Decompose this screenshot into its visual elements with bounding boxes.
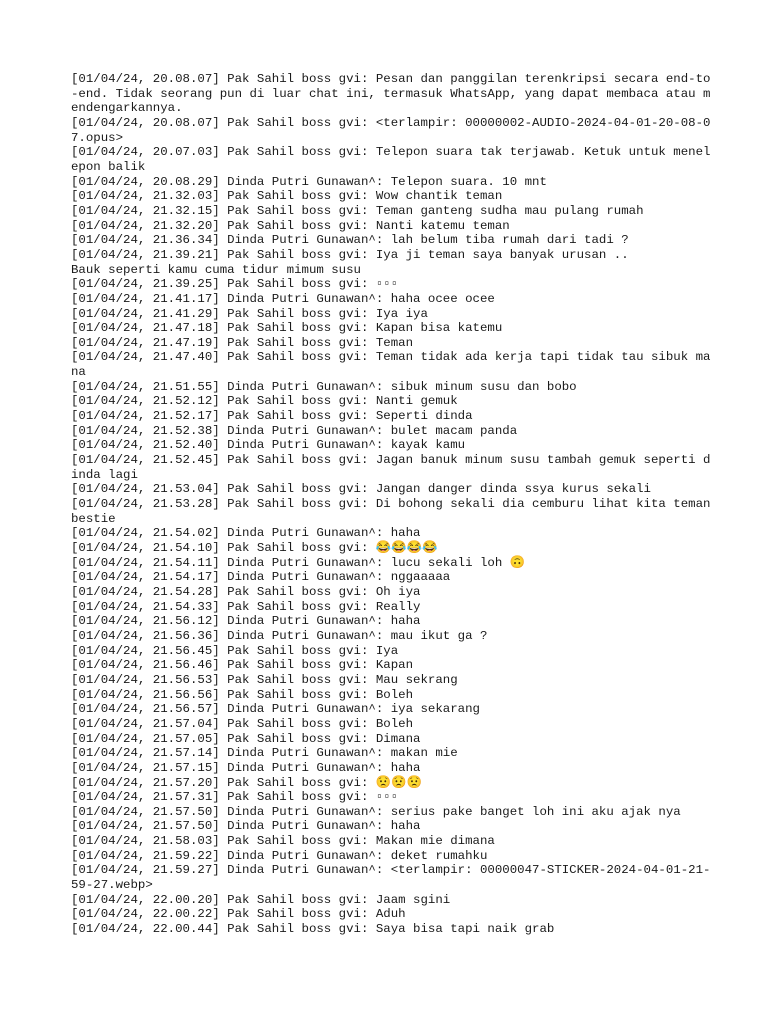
message-line: [01/04/24, 21.58.03] Pak Sahil boss gvi: Makan mie dimana: [71, 834, 495, 849]
message-line: [01/04/24, 21.47.19] Pak Sahil boss gvi: Teman: [71, 335, 414, 350]
message-line: [01/04/24, 21.54.17] Dinda Putri Gunawan^: nggaaaaa: [71, 570, 451, 585]
message-line: [01/04/24, 21.47.40] Pak Sahil boss gvi: Teman tidak ada kerja tapi tidak tau sibuk mana: [71, 350, 711, 380]
message-line: [01/04/24, 21.36.34] Dinda Putri Gunawan^: lah belum tiba rumah dari tadi ?: [71, 233, 629, 248]
message-line: [01/04/24, 21.53.04] Pak Sahil boss gvi: Jangan danger dinda ssya kurus sekali: [71, 482, 651, 497]
message-line: [01/04/24, 21.56.53] Pak Sahil boss gvi: Mau sekrang: [71, 672, 458, 687]
message-line: [01/04/24, 21.39.25] Pak Sahil boss gvi: ▫▫▫: [71, 277, 399, 292]
message-line: [01/04/24, 21.57.14] Dinda Putri Gunawan^: makan mie: [71, 746, 458, 761]
message-line: [01/04/24, 21.57.04] Pak Sahil boss gvi: Boleh: [71, 716, 414, 731]
message-line: [01/04/24, 21.57.05] Pak Sahil boss gvi: Dimana: [71, 731, 421, 746]
message-line: [01/04/24, 20.08.07] Pak Sahil boss gvi: Pesan dan panggilan terenkripsi secara end-to-end. Tidak seorang pun di luar chat ini, termasuk WhatsApp, yang dapat membaca atau mendengarkannya.: [71, 72, 711, 116]
message-line: [01/04/24, 21.54.28] Pak Sahil boss gvi: Oh iya: [71, 584, 421, 599]
message-line: [01/04/24, 21.53.28] Pak Sahil boss gvi: Di bohong sekali dia cemburu lihat kita teman bestie: [71, 497, 718, 526]
message-line: [01/04/24, 21.51.55] Dinda Putri Gunawan^: sibuk minum susu dan bobo: [71, 379, 577, 394]
message-line: [01/04/24, 21.56.45] Pak Sahil boss gvi: Iya: [71, 643, 399, 658]
message-line: [01/04/24, 21.54.33] Pak Sahil boss gvi: Really: [71, 599, 421, 614]
message-line: [01/04/24, 21.52.45] Pak Sahil boss gvi: Jagan banuk minum susu tambah gemuk seperti dinda lagi: [71, 453, 711, 482]
message-line: [01/04/24, 21.56.56] Pak Sahil boss gvi: Boleh: [71, 687, 414, 702]
message-line: [01/04/24, 22.00.20] Pak Sahil boss gvi: Jaam sgini: [71, 892, 451, 907]
message-line: [01/04/24, 21.57.31] Pak Sahil boss gvi: ▫▫▫: [71, 790, 399, 805]
message-line: [01/04/24, 21.39.21] Pak Sahil boss gvi: Iya ji teman saya banyak urusan .. Bauk seperti kamu cuma tidur mimum susu: [71, 247, 629, 277]
message-line: [01/04/24, 21.41.29] Pak Sahil boss gvi: Iya iya: [71, 306, 428, 321]
message-line: [01/04/24, 21.57.50] Dinda Putri Gunawan^: serius pake banget loh ini aku ajak nya: [71, 804, 681, 819]
message-line: [01/04/24, 21.32.20] Pak Sahil boss gvi: Nanti katemu teman: [71, 218, 510, 233]
message-line: [01/04/24, 21.54.11] Dinda Putri Gunawan^: lucu sekali loh 🙃: [71, 555, 526, 570]
message-line: [01/04/24, 22.00.22] Pak Sahil boss gvi: Aduh: [71, 907, 406, 922]
message-line: [01/04/24, 21.57.50] Dinda Putri Gunawan^: haha: [71, 819, 421, 834]
message-line: [01/04/24, 21.57.15] Dinda Putri Gunawan^: haha: [71, 760, 421, 775]
message-line: [01/04/24, 21.52.38] Dinda Putri Gunawan^: bulet macam panda: [71, 423, 518, 438]
message-line: [01/04/24, 21.56.57] Dinda Putri Gunawan^: iya sekarang: [71, 702, 480, 717]
message-line: [01/04/24, 21.47.18] Pak Sahil boss gvi: Kapan bisa katemu: [71, 321, 503, 336]
message-line: [01/04/24, 21.52.17] Pak Sahil boss gvi: Seperti dinda: [71, 409, 473, 424]
message-line: [01/04/24, 20.07.03] Pak Sahil boss gvi: Telepon suara tak terjawab. Ketuk untuk menelepon balik: [71, 145, 711, 174]
message-line: [01/04/24, 22.00.44] Pak Sahil boss gvi: Saya bisa tapi naik grab: [71, 922, 555, 937]
message-line: [01/04/24, 21.52.12] Pak Sahil boss gvi: Nanti gemuk: [71, 394, 458, 409]
message-line: [01/04/24, 21.59.22] Dinda Putri Gunawan^: deket rumahku: [71, 848, 488, 863]
message-line: [01/04/24, 21.52.40] Dinda Putri Gunawan^: kayak kamu: [71, 438, 466, 453]
message-line: [01/04/24, 21.56.36] Dinda Putri Gunawan^: mau ikut ga ?: [71, 628, 488, 643]
message-line: [01/04/24, 21.54.02] Dinda Putri Gunawan^: haha: [71, 526, 421, 541]
message-line: [01/04/24, 21.57.20] Pak Sahil boss gvi: 😟😟😟: [71, 775, 423, 790]
message-line: [01/04/24, 20.08.07] Pak Sahil boss gvi: <terlampir: 00000002-AUDIO-2024-04-01-20-08-07.opus>: [71, 115, 711, 145]
message-line: [01/04/24, 21.32.15] Pak Sahil boss gvi: Teman ganteng sudha mau pulang rumah: [71, 203, 644, 218]
message-line: [01/04/24, 21.41.17] Dinda Putri Gunawan^: haha ocee ocee: [71, 291, 495, 306]
message-line: [01/04/24, 21.32.03] Pak Sahil boss gvi: Wow chantik teman: [71, 189, 503, 204]
message-line: [01/04/24, 21.56.12] Dinda Putri Gunawan^: haha: [71, 614, 421, 629]
message-line: [01/04/24, 20.08.29] Dinda Putri Gunawan^: Telepon suara. 10 mnt: [71, 174, 547, 189]
message-line: [01/04/24, 21.56.46] Pak Sahil boss gvi: Kapan: [71, 658, 414, 673]
message-line: [01/04/24, 21.59.27] Dinda Putri Gunawan^: <terlampir: 00000047-STICKER-2024-04-01-21-59-27.webp>: [71, 863, 711, 893]
chat-transcript: [71, 72, 718, 937]
message-line: [01/04/24, 21.54.10] Pak Sahil boss gvi: 😂😂😂😂: [71, 541, 438, 555]
